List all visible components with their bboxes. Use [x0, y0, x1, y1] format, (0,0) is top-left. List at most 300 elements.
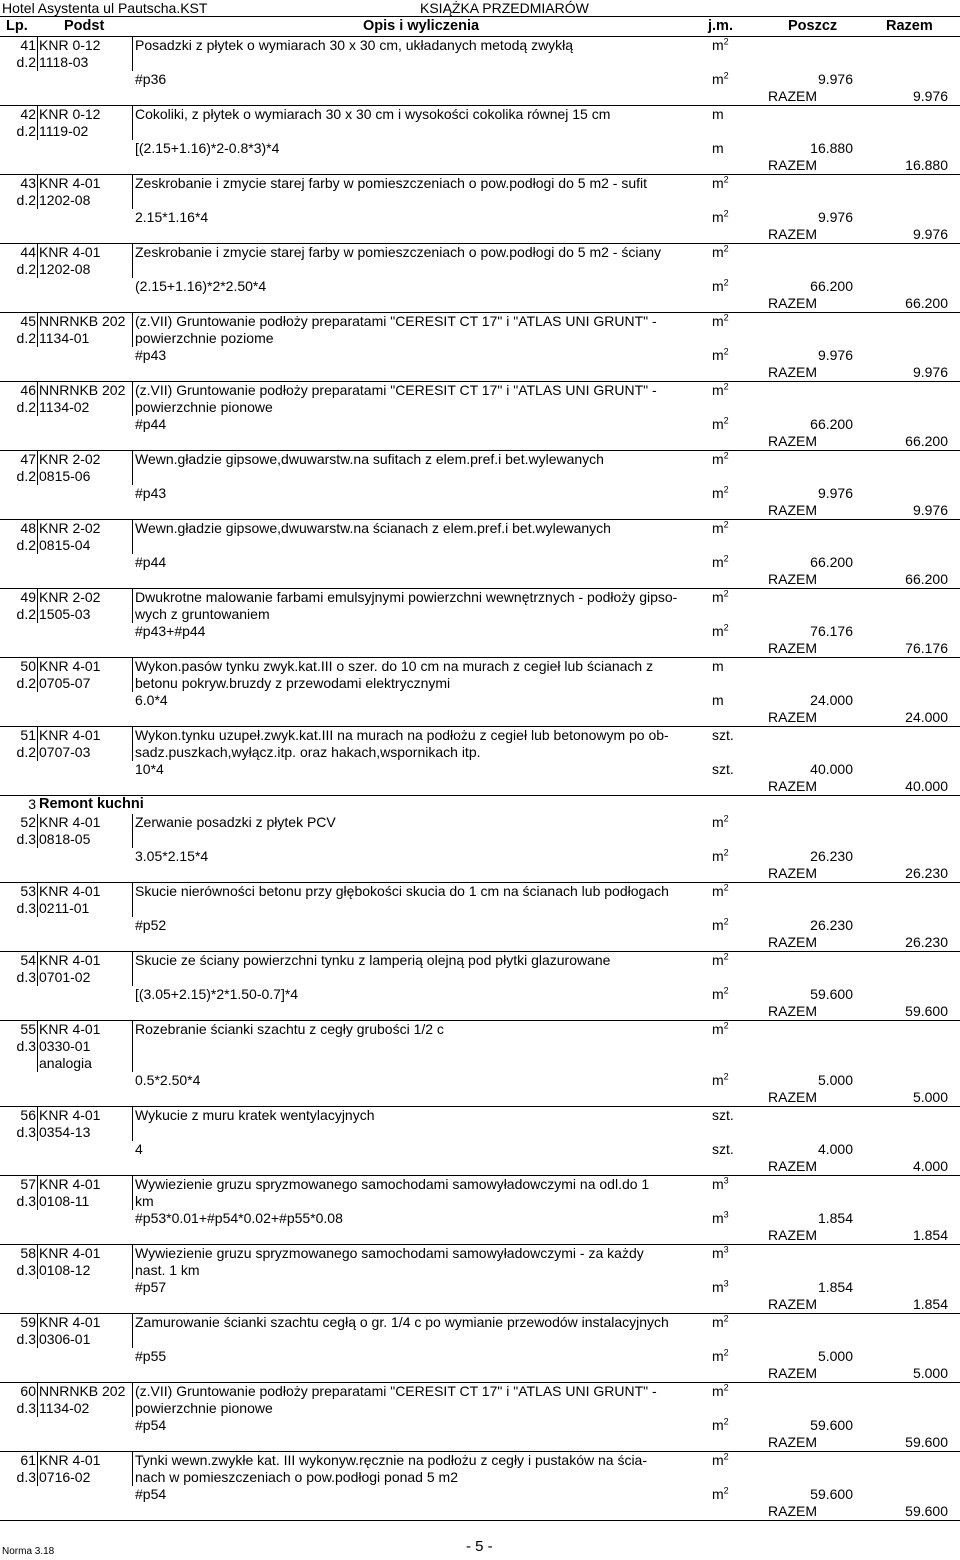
unit: $m^2$ — [712, 588, 729, 605]
razem-label: RAZEM — [768, 934, 817, 950]
position-number: 60 — [20, 1383, 36, 1399]
unit: $m^2$ — [712, 1020, 729, 1037]
unit: szt. — [712, 727, 734, 743]
position-number: 59 — [20, 1314, 36, 1330]
norm-basis: KNR 4-01 — [39, 1452, 101, 1468]
position-entry — [0, 520, 960, 589]
total-quantity: 76.176 — [905, 640, 948, 656]
total-quantity: 5.000 — [912, 1365, 948, 1381]
position-entry — [0, 1383, 960, 1452]
formula-unit: $m^2$ — [712, 847, 729, 864]
formula-unit: szt. — [712, 1141, 734, 1157]
unit: $m^2$ — [712, 312, 729, 329]
column-divider — [132, 451, 133, 485]
norm-basis: 0211-01 — [39, 900, 90, 916]
razem-label: RAZEM — [768, 1227, 817, 1243]
position-number: 47 — [20, 451, 36, 467]
item-description: Tynki wewn.zwykłe kat. III wykonyw.ręcznie na podłożu z cegły i pustaków na ścia- — [135, 1452, 647, 1468]
column-divider — [37, 1107, 38, 1141]
norm-basis: KNR 4-01 — [39, 1021, 101, 1037]
col-header-lp: Lp. — [6, 18, 28, 34]
total-quantity: 26.230 — [905, 865, 948, 881]
total-quantity: 59.600 — [905, 1503, 948, 1519]
section-code: d.2 — [16, 468, 36, 484]
unit: $m^2$ — [712, 519, 729, 536]
formula-unit: m — [712, 140, 724, 156]
partial-quantity: 59.600 — [810, 1486, 853, 1502]
position-number: 55 — [20, 1021, 36, 1037]
section-code: d.3 — [16, 1469, 36, 1485]
section-code: d.2 — [16, 261, 36, 277]
norm-basis: 0354-13 — [39, 1124, 91, 1140]
razem-label: RAZEM — [768, 1434, 817, 1450]
item-description: wych z gruntowaniem — [135, 606, 270, 622]
razem-label: RAZEM — [768, 778, 817, 794]
total-quantity: 24.000 — [905, 709, 948, 725]
unit: $m^3$ — [712, 1175, 729, 1192]
column-divider — [37, 1314, 38, 1348]
column-divider — [132, 1383, 133, 1417]
total-quantity: 66.200 — [905, 295, 948, 311]
partial-quantity: 1.854 — [817, 1210, 853, 1226]
item-description: Zamurowanie ścianki szachtu cegłą o gr. 1/4 c po wymianie przewodów instalacyjnych — [135, 1314, 669, 1330]
razem-label: RAZEM — [768, 1158, 817, 1174]
unit: $m^2$ — [712, 1313, 729, 1330]
item-description: Zerwanie posadzki z płytek PCV — [135, 814, 336, 830]
total-quantity: 9.976 — [912, 88, 948, 104]
formula-unit: $m^3$ — [712, 1278, 729, 1295]
total-quantity: 9.976 — [912, 502, 948, 518]
total-quantity: 1.854 — [912, 1227, 948, 1243]
position-entry — [0, 106, 960, 175]
item-description: Zeskrobanie i zmycie starej farby w pomieszczeniach o pow.podłogi do 5 m2 - sufit — [135, 175, 648, 191]
quantity-formula: #p57 — [135, 1279, 167, 1295]
column-divider — [37, 727, 38, 761]
norm-basis: KNR 0-12 — [39, 37, 101, 53]
total-quantity: 26.230 — [905, 934, 948, 950]
norm-basis: NNRNKB 202 — [39, 313, 126, 329]
column-divider — [37, 658, 38, 692]
section-code: d.2 — [16, 744, 36, 760]
partial-quantity: 76.176 — [810, 623, 853, 639]
item-description: powierzchnie pionowe — [135, 399, 273, 415]
column-divider — [132, 814, 133, 848]
razem-label: RAZEM — [768, 1089, 817, 1105]
razem-label: RAZEM — [768, 364, 817, 380]
section-code: d.2 — [16, 399, 36, 415]
norm-basis: KNR 4-01 — [39, 244, 101, 260]
item-description: Dwukrotne malowanie farbami emulsyjnymi powierzchni wewnętrznych - podłoży gipso- — [135, 589, 678, 605]
partial-quantity: 9.976 — [817, 485, 853, 501]
position-entry — [0, 244, 960, 313]
column-divider — [132, 952, 133, 986]
position-entry — [0, 1245, 960, 1314]
norm-basis: KNR 2-02 — [39, 451, 101, 467]
position-number: 50 — [20, 658, 36, 674]
formula-unit: $m^3$ — [712, 1209, 729, 1226]
column-divider — [37, 37, 38, 71]
unit: $m^3$ — [712, 1244, 729, 1261]
section-code: d.2 — [16, 675, 36, 691]
position-entry — [0, 1021, 960, 1107]
item-description: nach w pomieszczeniach o pow.podłogi ponad 5 m2 — [135, 1469, 458, 1485]
item-description: (z.VII) Gruntowanie podłoży preparatami "CERESIT CT 17" i "ATLAS UNI GRUNT" - — [135, 1383, 657, 1399]
norm-basis: KNR 4-01 — [39, 727, 101, 743]
section-code: d.3 — [16, 1193, 36, 1209]
partial-quantity: 16.880 — [810, 140, 853, 156]
position-number: 42 — [20, 106, 36, 122]
partial-quantity: 4.000 — [817, 1141, 853, 1157]
position-number: 54 — [20, 952, 36, 968]
column-divider — [132, 1021, 133, 1072]
quantity-formula: 4 — [135, 1141, 143, 1157]
formula-unit: $m^2$ — [712, 70, 729, 87]
column-divider — [37, 313, 38, 347]
total-quantity: 16.880 — [905, 157, 948, 173]
position-entry — [0, 451, 960, 520]
norm-basis: 1505-03 — [39, 606, 91, 622]
column-divider — [132, 244, 133, 278]
quantity-formula: #p54 — [135, 1486, 167, 1502]
norm-basis: 1134-02 — [39, 399, 90, 415]
unit: $m^2$ — [712, 882, 729, 899]
book-title: KSIĄŻKA PRZEDMIARÓW — [420, 0, 589, 16]
position-entry — [0, 313, 960, 382]
column-divider — [132, 658, 133, 692]
section-code: d.3 — [16, 900, 36, 916]
formula-unit: $m^2$ — [712, 1416, 729, 1433]
norm-basis: KNR 0-12 — [39, 106, 101, 122]
norm-basis: 0815-04 — [39, 537, 91, 553]
column-divider — [37, 244, 38, 278]
total-quantity: 59.600 — [905, 1434, 948, 1450]
norm-basis: 1134-02 — [39, 1400, 90, 1416]
column-divider — [132, 106, 133, 140]
unit: m — [712, 658, 724, 674]
partial-quantity: 66.200 — [810, 554, 853, 570]
norm-basis: 0818-05 — [39, 831, 91, 847]
position-entry — [0, 1176, 960, 1245]
item-description: Skucie ze ściany powierzchni tynku z lamperią olejną pod płytki glazurowane — [135, 952, 611, 968]
position-number: 58 — [20, 1245, 36, 1261]
norma-label: Norma 3.18 — [2, 1546, 55, 1557]
quantity-formula: #p53*0.01+#p54*0.02+#p55*0.08 — [135, 1210, 343, 1226]
partial-quantity: 66.200 — [810, 278, 853, 294]
column-divider — [37, 451, 38, 485]
formula-unit: $m^2$ — [712, 208, 729, 225]
quantity-formula: (2.15+1.16)*2*2.50*4 — [135, 278, 267, 294]
formula-unit: $m^2$ — [712, 1485, 729, 1502]
column-divider — [37, 382, 38, 416]
column-divider — [132, 727, 133, 761]
section-code: d.3 — [16, 1038, 36, 1054]
section-code: d.3 — [16, 1400, 36, 1416]
total-quantity: 59.600 — [905, 1003, 948, 1019]
formula-unit: $m^2$ — [712, 415, 729, 432]
formula-unit: $m^2$ — [712, 622, 729, 639]
norm-basis: KNR 4-01 — [39, 1314, 101, 1330]
razem-label: RAZEM — [768, 433, 817, 449]
column-divider — [132, 1245, 133, 1279]
col-header-podst: Podst — [64, 18, 105, 34]
formula-unit: $m^2$ — [712, 553, 729, 570]
section-title: Remont kuchni — [39, 796, 144, 812]
formula-unit: szt. — [712, 761, 734, 777]
item-description: sadz.puszkach,wyłącz.itp. oraz hakach,wspornikach itp. — [135, 744, 481, 760]
column-divider — [37, 589, 38, 623]
norm-basis: KNR 4-01 — [39, 952, 101, 968]
position-entry — [0, 1452, 960, 1521]
partial-quantity: 26.230 — [810, 917, 853, 933]
item-description: Skucie nierówności betonu przy głębokości skucia do 1 cm na ścianach lub podłogach — [135, 883, 669, 899]
position-number: 46 — [20, 382, 36, 398]
column-divider — [37, 1176, 38, 1210]
position-number: 56 — [20, 1107, 36, 1123]
column-divider — [132, 520, 133, 554]
razem-label: RAZEM — [768, 1365, 817, 1381]
partial-quantity: 9.976 — [817, 347, 853, 363]
norm-basis: KNR 4-01 — [39, 883, 101, 899]
item-description: km — [135, 1193, 154, 1209]
column-divider — [37, 1245, 38, 1279]
section-code: d.2 — [16, 123, 36, 139]
item-description: Wewn.gładzie gipsowe,dwuwarstw.na ścianach z elem.pref.i bet.wylewanych — [135, 520, 611, 536]
position-entry — [0, 1314, 960, 1383]
position-number: 51 — [20, 727, 36, 743]
section-code: d.2 — [16, 192, 36, 208]
column-divider — [37, 1452, 38, 1486]
unit: $m^2$ — [712, 243, 729, 260]
norm-basis: 0330-01 — [39, 1038, 91, 1054]
partial-quantity: 5.000 — [817, 1348, 853, 1364]
norm-basis: KNR 2-02 — [39, 589, 101, 605]
norm-basis: KNR 4-01 — [39, 658, 101, 674]
total-quantity: 9.976 — [912, 226, 948, 242]
razem-label: RAZEM — [768, 157, 817, 173]
position-entry — [0, 952, 960, 1021]
partial-quantity: 40.000 — [810, 761, 853, 777]
quantity-formula: #p52 — [135, 917, 167, 933]
razem-label: RAZEM — [768, 88, 817, 104]
col-header-razem: Razem — [886, 18, 933, 34]
unit: $m^2$ — [712, 1382, 729, 1399]
column-divider — [132, 1452, 133, 1486]
column-divider — [132, 883, 133, 917]
formula-unit: $m^2$ — [712, 916, 729, 933]
total-quantity: 1.854 — [912, 1296, 948, 1312]
norm-basis: KNR 2-02 — [39, 520, 101, 536]
razem-label: RAZEM — [768, 295, 817, 311]
total-quantity: 5.000 — [912, 1089, 948, 1105]
norm-basis: analogia — [39, 1055, 92, 1071]
razem-label: RAZEM — [768, 1296, 817, 1312]
quantity-formula: 3.05*2.15*4 — [135, 848, 209, 864]
formula-unit: m — [712, 692, 724, 708]
formula-unit: $m^2$ — [712, 277, 729, 294]
position-number: 41 — [20, 37, 36, 53]
column-divider — [132, 175, 133, 209]
norm-basis: 1134-01 — [39, 330, 90, 346]
partial-quantity: 9.976 — [817, 71, 853, 87]
unit: $m^2$ — [712, 1451, 729, 1468]
razem-label: RAZEM — [768, 1003, 817, 1019]
column-divider — [132, 1107, 133, 1141]
norm-basis: 1119-02 — [39, 123, 89, 139]
quantity-formula: [(3.05+2.15)*2*1.50-0.7]*4 — [135, 986, 299, 1002]
partial-quantity: 24.000 — [810, 692, 853, 708]
position-number: 48 — [20, 520, 36, 536]
item-description: Posadzki z płytek o wymiarach 30 x 30 cm, układanych metodą zwykłą — [135, 37, 574, 53]
quantity-formula: 2.15*1.16*4 — [135, 209, 209, 225]
quantity-formula: #p44 — [135, 416, 167, 432]
position-entry — [0, 883, 960, 952]
item-description: Wykon.tynku uzupeł.zwyk.kat.III na murach na podłożu z cegieł lub betonowym po ob- — [135, 727, 669, 743]
quantity-formula: #p43+#p44 — [135, 623, 206, 639]
item-description: Wykucie z muru kratek wentylacyjnych — [135, 1107, 375, 1123]
unit: $m^2$ — [712, 813, 729, 830]
position-number: 44 — [20, 244, 36, 260]
position-entry — [0, 727, 960, 796]
partial-quantity: 66.200 — [810, 416, 853, 432]
position-entry — [0, 658, 960, 727]
norm-basis: KNR 4-01 — [39, 814, 101, 830]
column-divider — [37, 106, 38, 140]
norm-basis: KNR 4-01 — [39, 1176, 101, 1192]
item-description: nast. 1 km — [135, 1262, 200, 1278]
position-number: 45 — [20, 313, 36, 329]
razem-label: RAZEM — [768, 226, 817, 242]
unit: $m^2$ — [712, 174, 729, 191]
quantity-formula: 6.0*4 — [135, 692, 168, 708]
position-entry — [0, 175, 960, 244]
position-number: 52 — [20, 814, 36, 830]
item-description: powierzchnie poziome — [135, 330, 274, 346]
position-number: 49 — [20, 589, 36, 605]
total-quantity: 9.976 — [912, 364, 948, 380]
partial-quantity: 26.230 — [810, 848, 853, 864]
position-entry — [0, 589, 960, 658]
column-divider — [37, 1383, 38, 1417]
partial-quantity: 59.600 — [810, 1417, 853, 1433]
item-description: powierzchnie pionowe — [135, 1400, 273, 1416]
section-code: d.2 — [16, 606, 36, 622]
page-number: - 5 - — [466, 1538, 493, 1555]
position-entry — [0, 814, 960, 883]
position-entry — [0, 382, 960, 451]
position-entry — [0, 1107, 960, 1176]
norm-basis: 0716-02 — [39, 1469, 91, 1485]
norm-basis: NNRNKB 202 — [39, 1383, 126, 1399]
col-header-jm: j.m. — [708, 18, 733, 34]
section-number: 3 — [28, 796, 36, 812]
razem-label: RAZEM — [768, 502, 817, 518]
section-code: d.2 — [16, 537, 36, 553]
item-description: Zeskrobanie i zmycie starej farby w pomieszczeniach o pow.podłogi do 5 m2 - ściany — [135, 244, 662, 260]
position-number: 61 — [20, 1452, 36, 1468]
column-divider — [132, 382, 133, 416]
column-divider — [132, 37, 133, 71]
quantity-formula: 0.5*2.50*4 — [135, 1072, 201, 1088]
partial-quantity: 5.000 — [817, 1072, 853, 1088]
column-divider — [37, 1021, 38, 1072]
formula-unit: $m^2$ — [712, 1347, 729, 1364]
norm-basis: 0108-11 — [39, 1193, 90, 1209]
norm-basis: 1202-08 — [39, 261, 91, 277]
total-quantity: 66.200 — [905, 433, 948, 449]
quantity-formula: #p44 — [135, 554, 167, 570]
unit: $m^2$ — [712, 381, 729, 398]
section-code: d.2 — [16, 330, 36, 346]
razem-label: RAZEM — [768, 571, 817, 587]
position-number: 57 — [20, 1176, 36, 1192]
position-entry — [0, 37, 960, 106]
formula-unit: $m^2$ — [712, 484, 729, 501]
formula-unit: $m^2$ — [712, 346, 729, 363]
position-number: 53 — [20, 883, 36, 899]
partial-quantity: 59.600 — [810, 986, 853, 1002]
section-code: d.3 — [16, 1124, 36, 1140]
quantity-formula: #p54 — [135, 1417, 167, 1433]
col-header-poszcz: Poszcz — [788, 18, 838, 34]
quantity-formula: #p43 — [135, 485, 167, 501]
partial-quantity: 9.976 — [817, 209, 853, 225]
item-description: Wykon.pasów tynku zwyk.kat.III o szer. do 10 cm na murach z cegieł lub ścianach z — [135, 658, 654, 674]
unit: $m^2$ — [712, 951, 729, 968]
norm-basis: 0306-01 — [39, 1331, 91, 1347]
col-header-opis: Opis i wyliczenia — [363, 18, 480, 34]
quantity-formula: #p36 — [135, 71, 167, 87]
quantity-formula: 10*4 — [135, 761, 164, 777]
norm-basis: 0108-12 — [39, 1262, 91, 1278]
section-code: d.3 — [16, 1262, 36, 1278]
norm-basis: 0815-06 — [39, 468, 91, 484]
unit: szt. — [712, 1107, 734, 1123]
formula-unit: $m^2$ — [712, 985, 729, 1002]
razem-label: RAZEM — [768, 865, 817, 881]
total-quantity: 4.000 — [912, 1158, 948, 1174]
norm-basis: 1202-08 — [39, 192, 91, 208]
item-description: (z.VII) Gruntowanie podłoży preparatami "CERESIT CT 17" i "ATLAS UNI GRUNT" - — [135, 382, 657, 398]
item-description: Cokoliki, z płytek o wymiarach 30 x 30 cm i wysokości cokolika równej 15 cm — [135, 106, 611, 122]
position-number: 43 — [20, 175, 36, 191]
norm-basis: KNR 4-01 — [39, 175, 101, 191]
partial-quantity: 1.854 — [817, 1279, 853, 1295]
item-description: Rozebranie ścianki szachtu z cegły grubości 1/2 c — [135, 1021, 444, 1037]
norm-basis: 1118-03 — [39, 54, 89, 70]
quantity-formula: #p55 — [135, 1348, 167, 1364]
razem-label: RAZEM — [768, 640, 817, 656]
company-name: Hotel Asystenta ul Pautscha.KST — [2, 0, 208, 16]
total-quantity: 40.000 — [905, 778, 948, 794]
unit: m — [712, 106, 724, 122]
item-description: betonu pokryw.bruzdy z przewodami elektrycznymi — [135, 675, 451, 691]
column-divider — [37, 814, 38, 848]
section-code: d.2 — [16, 54, 36, 70]
norm-basis: 0705-07 — [39, 675, 91, 691]
unit: $m^2$ — [712, 36, 729, 53]
column-divider — [132, 1314, 133, 1348]
item-description: Wywiezienie gruzu spryzmowanego samochodami samowyładowczymi na odl.do 1 — [135, 1176, 650, 1192]
column-divider — [37, 520, 38, 554]
section-code: d.3 — [16, 969, 36, 985]
total-quantity: 66.200 — [905, 571, 948, 587]
norm-basis: 0707-03 — [39, 744, 91, 760]
item-description: (z.VII) Gruntowanie podłoży preparatami "CERESIT CT 17" i "ATLAS UNI GRUNT" - — [135, 313, 657, 329]
razem-label: RAZEM — [768, 709, 817, 725]
formula-unit: $m^2$ — [712, 1071, 729, 1088]
column-divider — [37, 175, 38, 209]
quantity-formula: #p43 — [135, 347, 167, 363]
